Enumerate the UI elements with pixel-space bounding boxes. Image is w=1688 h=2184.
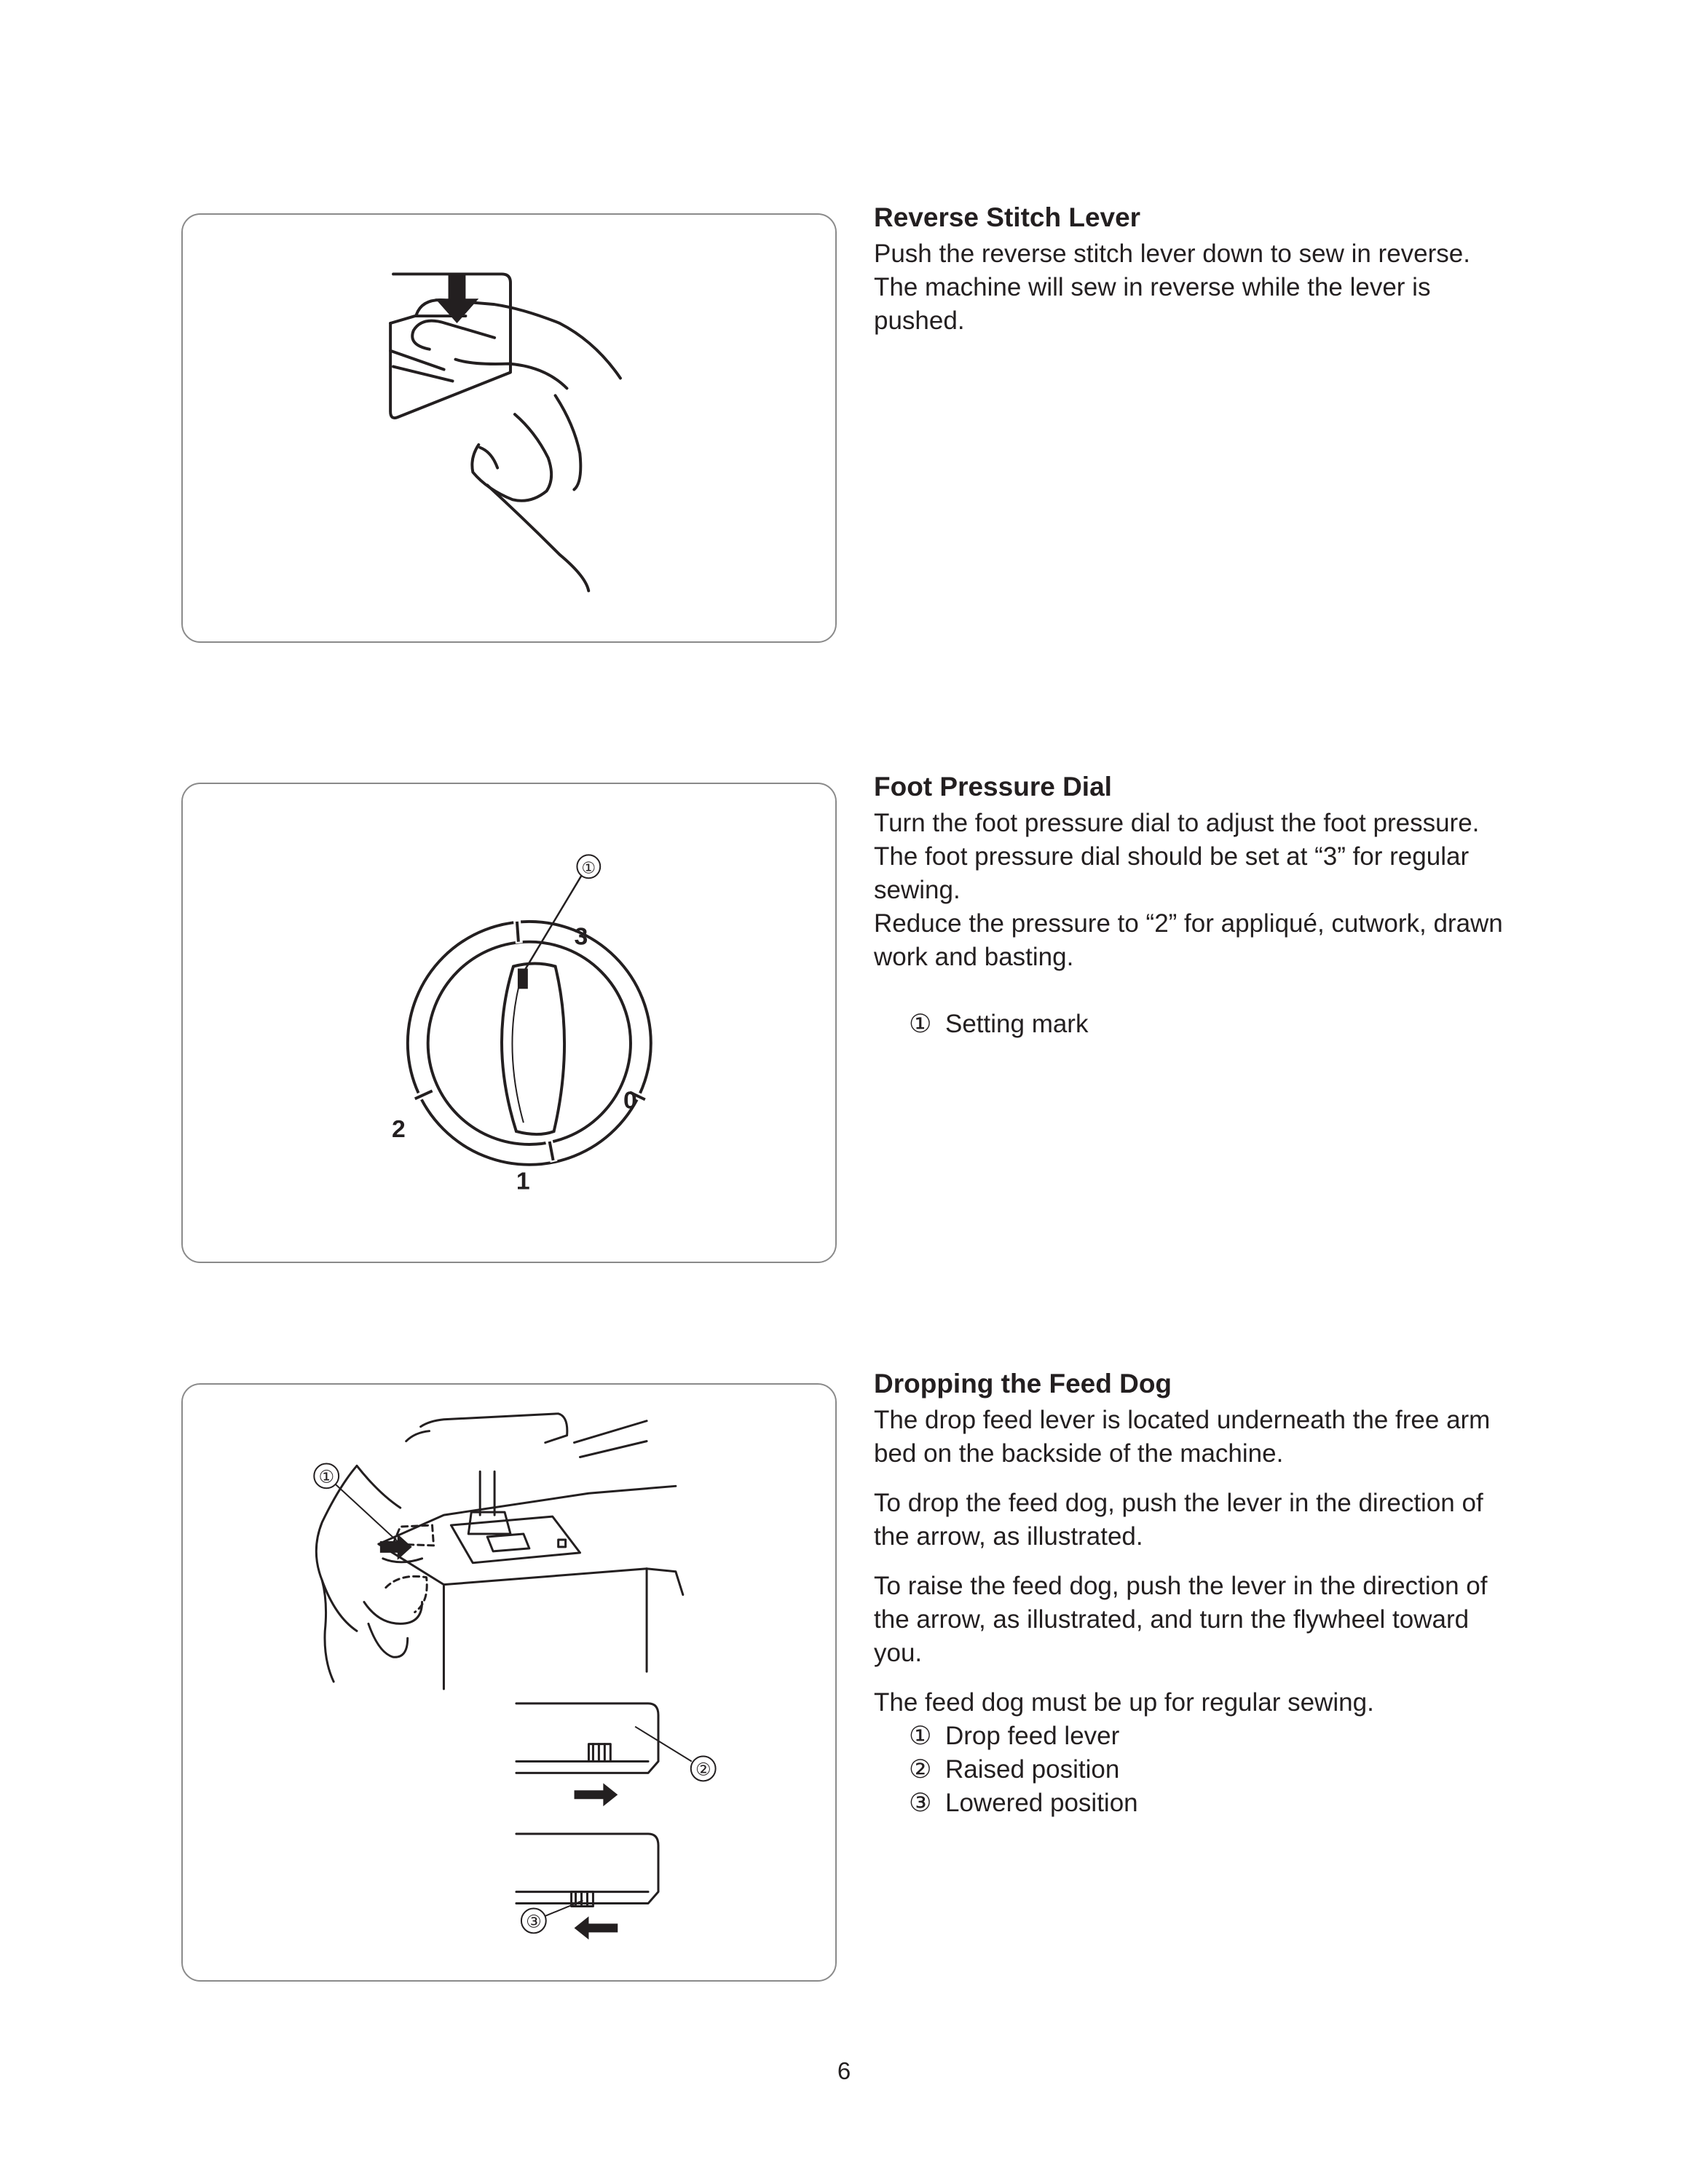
legend-label: Lowered position bbox=[945, 1789, 1138, 1817]
legend-item bbox=[909, 1720, 1573, 1753]
body-line: Reduce the pressure to “2” for appliqué, cutwork, drawn bbox=[874, 909, 1503, 938]
page-number: 6 bbox=[837, 2057, 851, 2084]
legend-number: ② bbox=[909, 1755, 932, 1784]
body-line: The machine will sew in reverse while the lever is bbox=[874, 273, 1431, 301]
figure-feed-dog bbox=[181, 1383, 837, 1982]
callout-1: ① bbox=[318, 1466, 334, 1487]
callout-3: ③ bbox=[526, 1911, 542, 1932]
section-title: Foot Pressure Dial bbox=[874, 772, 1112, 802]
section-foot-pressure-dial bbox=[874, 770, 1573, 1041]
body-line: the arrow, as illustrated. bbox=[874, 1522, 1143, 1551]
body-line: the arrow, as illustrated, and turn the flywheel toward bbox=[874, 1605, 1470, 1634]
legend-label: Drop feed lever bbox=[945, 1722, 1120, 1750]
legend-number: ① bbox=[909, 1722, 932, 1750]
legend-label: Raised position bbox=[945, 1755, 1120, 1784]
body-line: The feed dog must be up for regular sewing. bbox=[874, 1688, 1374, 1717]
callout-1: ① bbox=[581, 859, 596, 878]
section-title: Reverse Stitch Lever bbox=[874, 202, 1141, 232]
dial-illustration bbox=[183, 784, 835, 1262]
body-line: To raise the feed dog, push the lever in the direction of bbox=[874, 1572, 1488, 1600]
figure-foot-pressure-dial bbox=[181, 783, 837, 1263]
section-feed-dog bbox=[874, 1367, 1573, 1820]
body-line: you. bbox=[874, 1639, 923, 1667]
legend-item bbox=[909, 1753, 1573, 1787]
dial-mark-0: 0 bbox=[623, 1086, 637, 1115]
body-line: To drop the feed dog, push the lever in the direction of bbox=[874, 1489, 1483, 1517]
body-line: Turn the foot pressure dial to adjust the foot pressure. bbox=[874, 809, 1480, 837]
section-reverse-stitch-lever bbox=[874, 201, 1573, 338]
reverse-lever-illustration bbox=[183, 215, 835, 641]
figure-reverse-stitch-lever bbox=[181, 213, 837, 643]
dial-mark-1: 1 bbox=[516, 1167, 530, 1195]
legend-list bbox=[874, 1008, 1573, 1041]
body-line: Push the reverse stitch lever down to sew in reverse. bbox=[874, 240, 1470, 268]
dial-mark-2: 2 bbox=[391, 1115, 406, 1144]
body-line: The drop feed lever is located underneath the free arm bbox=[874, 1406, 1491, 1434]
callout-2: ② bbox=[695, 1759, 711, 1780]
section-title: Dropping the Feed Dog bbox=[874, 1369, 1172, 1398]
body-line: pushed. bbox=[874, 306, 965, 335]
body-line: work and basting. bbox=[874, 943, 1074, 971]
body-line: bed on the backside of the machine. bbox=[874, 1439, 1284, 1468]
legend-label: Setting mark bbox=[945, 1010, 1089, 1038]
legend-number: ① bbox=[909, 1010, 932, 1038]
feed-dog-illustration bbox=[183, 1385, 835, 1980]
body-line: sewing. bbox=[874, 876, 961, 904]
legend-list bbox=[874, 1720, 1573, 1820]
legend-number: ③ bbox=[909, 1789, 932, 1817]
legend-item bbox=[909, 1008, 1573, 1041]
dial-mark-3: 3 bbox=[574, 922, 588, 951]
body-line: The foot pressure dial should be set at “3” for regular bbox=[874, 842, 1470, 871]
legend-item bbox=[909, 1787, 1573, 1820]
